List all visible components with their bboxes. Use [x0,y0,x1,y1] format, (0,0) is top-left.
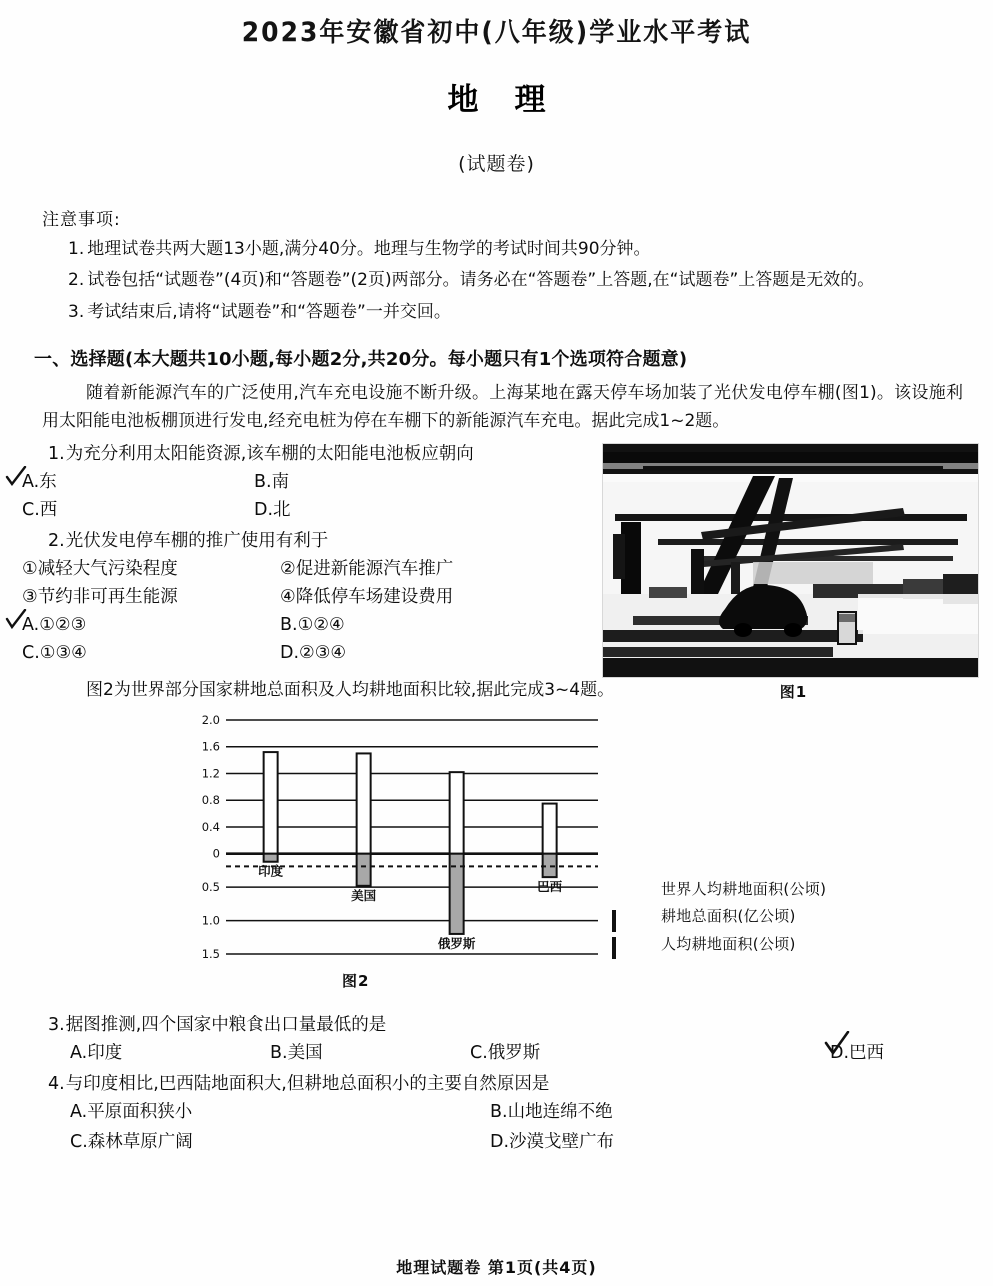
note-text: 考试结束后,请将“试题卷”和“答题卷”一并交回。 [87,301,451,322]
question-3-option-c[interactable] [470,1039,670,1069]
question-1-options-row-2 [22,496,993,524]
question-1-options-row-1 [22,468,993,496]
legend-label-per-capita: 人均耕地面积(公顷) [661,934,796,953]
paper-kind-label: (试题卷) [458,153,535,175]
question-4-number: 4. [48,1074,65,1095]
question-3-text: 据图推测,四个国家中粮食出口量最低的是 [65,1015,387,1036]
question-2-statement-3-text: 节约非可再生能源 [37,586,178,607]
x-axis-category-label: 俄罗斯 [437,936,476,952]
question-4-options-row-1 [70,1098,993,1128]
question-3-number: 3. [48,1015,65,1036]
cropland-comparison-chart [186,712,606,962]
question-4-option-d-text: 沙漠戈壁广布 [509,1131,615,1152]
subject-title: 地理 [447,82,582,118]
y-axis-tick-label: 0.5 [201,880,220,895]
note-item [68,237,948,263]
question-2-options-row-1 [22,611,993,639]
question-4 [48,1071,993,1098]
question-2-statement-4-label: ④ [280,586,296,607]
question-4-text: 与印度相比,巴西陆地面积大,但耕地总面积小的主要自然原因是 [65,1074,550,1095]
question-3-option-a[interactable] [70,1039,270,1069]
y-axis-tick-label: 0.8 [201,793,220,808]
note-item [68,268,948,294]
question-2-statement-1 [22,555,280,583]
y-axis-tick-label: 1.6 [201,739,220,754]
question-1-option-a[interactable] [22,468,254,496]
question-2-option-d[interactable] [280,639,346,667]
legend-entry-per-capita [612,933,826,956]
y-axis-tick-label: 1.5 [201,947,220,962]
question-4-option-a-text: 平原面积狭小 [87,1102,193,1123]
question-2-option-a-label: A. [22,614,40,635]
question-1-number: 1. [48,443,65,464]
question-2-option-c-text: ①③④ [39,642,87,663]
y-axis-tick-label: 1.0 [201,913,220,928]
question-4-option-b[interactable] [490,1098,613,1128]
question-2-statement-1-text: 减轻大气污染程度 [37,558,178,579]
question-4-option-c[interactable] [70,1128,490,1158]
question-2-option-d-text: ②③④ [299,642,347,663]
bar-total-cropland [450,772,464,854]
note-item [68,300,948,326]
question-3-option-b-label: B. [270,1043,288,1064]
question-4-options-row-2 [70,1128,993,1158]
question-2-statement-4 [280,583,453,611]
question-1-option-c-label: C. [22,499,40,520]
question-4-option-b-label: B. [490,1102,508,1123]
y-axis-tick-label: 1.2 [201,766,220,781]
note-number: 1. [68,238,85,259]
question-2-statements-row-2 [22,583,993,611]
question-1-option-d-text: 北 [273,499,291,520]
question-2-statements-row-1 [22,555,993,583]
y-axis-tick-label: 2.0 [201,713,220,728]
question-2-option-b[interactable] [280,611,345,639]
dashed-line-icon [612,882,652,897]
question-2-option-b-text: ①②④ [297,614,345,635]
figure-1-caption: 图1 [779,682,808,701]
question-3-option-c-label: C. [470,1043,488,1064]
question-2-options-row-2 [22,639,993,667]
question-4-option-c-label: C. [70,1131,88,1152]
chart-legend [612,878,826,960]
x-axis-category-label: 美国 [351,887,377,903]
question-4-option-a[interactable] [70,1098,490,1128]
question-2-text: 光伏发电停车棚的推广使用有利于 [65,530,329,551]
question-1-option-c-text: 西 [39,499,58,520]
x-axis-category-label: 印度 [258,863,284,879]
bar-per-capita-cropland [357,854,371,886]
question-4-option-d[interactable] [490,1128,614,1158]
white-swatch-icon [612,910,652,925]
question-3 [48,1012,993,1039]
note-number: 3. [68,301,85,322]
question-1-option-b[interactable] [254,468,289,496]
question-group-3-4 [0,1012,993,1158]
bar-per-capita-cropland [264,854,278,862]
gray-swatch-icon [612,937,652,952]
question-2-option-b-label: B. [280,614,298,635]
x-axis-category-label: 巴西 [537,879,563,895]
question-1-option-d-label: D. [254,499,274,520]
question-2-statement-2-text: 促进新能源汽车推广 [295,558,454,579]
question-2-option-c[interactable] [22,639,280,667]
question-3-option-a-text: 印度 [87,1043,123,1064]
legend-label-world-average: 世界人均耕地面积(公顷) [661,880,827,899]
notes-heading: 注意事项: [42,210,121,230]
legend-label-total-cropland: 耕地总面积(亿公顷) [661,907,796,926]
question-2-option-d-label: D. [280,642,300,663]
notes-block [42,212,993,325]
question-3-option-d-text: 巴西 [849,1043,885,1064]
note-number: 2. [68,270,85,291]
question-2 [48,528,993,555]
question-1-option-a-label: A. [22,471,40,492]
note-text: 地理试卷共两大题13小题,满分40分。地理与生物学的考试时间共90分钟。 [87,238,651,259]
question-1-option-a-text: 东 [39,471,57,492]
question-2-option-a-text: ①②③ [39,614,87,635]
y-axis-tick-label: 0 [212,846,220,861]
question-2-statement-2 [280,555,453,583]
question-2-statement-3-label: ③ [22,586,38,607]
question-3-option-b-text: 美国 [287,1043,323,1064]
question-4-option-a-label: A. [70,1102,88,1123]
question-2-option-a[interactable] [22,611,280,639]
question-2-number: 2. [48,530,65,551]
question-2-option-c-label: C. [22,642,40,663]
question-2-statement-2-label: ② [280,558,296,579]
page-footer: 地理试题卷 第1页(共4页) [396,1258,597,1277]
bar-per-capita-cropland [543,854,557,877]
question-1-option-c[interactable] [22,496,254,524]
y-axis-tick-label: 0.4 [201,820,220,835]
question-1-option-d[interactable] [254,496,291,524]
bar-total-cropland [357,754,371,854]
question-2-statement-1-label: ① [22,558,38,579]
bar-total-cropland [264,752,278,854]
question-3-options [70,1039,993,1069]
passage-2: 图2为世界部分国家耕地总面积及人均耕地面积比较,据此完成3~4题。 [86,679,615,700]
bar-total-cropland [543,804,557,854]
question-4-option-d-label: D. [490,1131,510,1152]
figure-2-block [0,708,993,1008]
question-3-option-a-label: A. [70,1043,88,1064]
question-2-statement-3 [22,583,280,611]
question-3-option-b[interactable] [270,1039,470,1069]
question-2-statement-4-text: 降低停车场建设费用 [295,586,454,607]
question-4-option-b-text: 山地连绵不绝 [507,1102,613,1123]
question-4-option-c-text: 森林草原广阔 [87,1131,193,1152]
question-1-option-b-text: 南 [271,471,290,492]
question-1-option-b-label: B. [254,471,272,492]
section-heading: 一、选择题(本大题共10小题,每小题2分,共20分。每小题只有1个选项符合题意) [34,349,688,371]
legend-entry-world-average [612,878,826,901]
exam-title: 2023年安徽省初中(八年级)学业水平考试 [241,16,752,48]
question-3-option-c-text: 俄罗斯 [487,1043,541,1064]
figure-2-caption: 图2 [342,972,370,991]
legend-entry-total-cropland [612,905,826,928]
note-text: 试卷包括“试题卷”(4页)和“答题卷”(2页)两部分。请务必在“答题卷”上答题,在“试题卷”上答题是无效的。 [87,270,875,291]
question-1 [48,441,993,468]
question-3-option-d[interactable] [830,1039,884,1069]
passage-1: 随着新能源汽车的广泛使用,汽车充电设施不断升级。上海某地在露天停车场加装了光伏发电停车棚(图1)。该设施利用太阳能电池板棚顶进行发电,经充电桩为停在车棚下的新能源汽车充电。据此完成1~2题。 [42,383,963,431]
question-1-text: 为充分利用太阳能资源,该车棚的太阳能电池板应朝向 [65,443,474,464]
question-3-option-d-label: D. [830,1043,850,1064]
